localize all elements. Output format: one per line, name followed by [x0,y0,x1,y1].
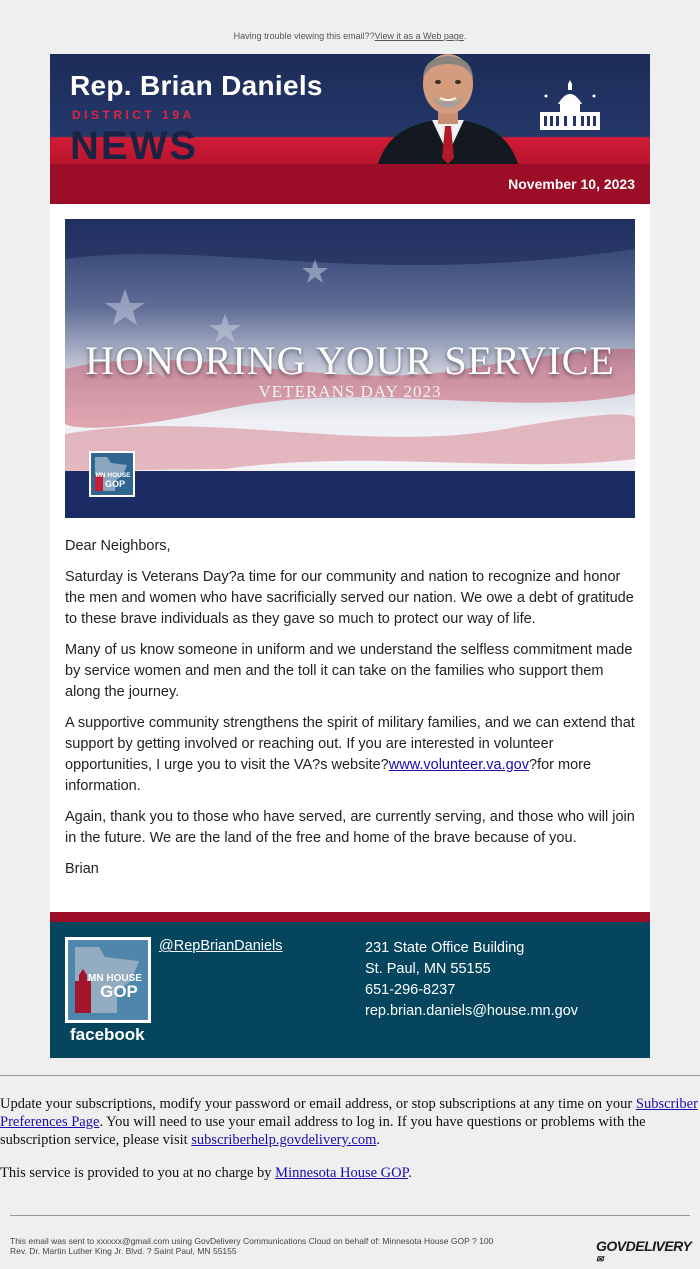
signoff: Brian [65,861,99,877]
news-wordmark: NEWS [70,124,198,164]
header-banner [50,54,650,164]
district-label: DISTRICT 19A [72,108,195,122]
hero-headline: HONORING YOUR SERVICE [85,338,615,383]
charge-text: This service is provided to you at no charge by [0,1165,276,1181]
subscription-text-3: . [376,1132,380,1148]
issue-date: November 10, 2023 [508,176,635,192]
paragraph-3 [65,713,635,797]
greeting: Dear Neighbors, [65,538,171,554]
hero-image [65,219,635,518]
footer-divider [50,912,650,922]
date-bar [50,164,650,204]
office-address [365,938,578,1022]
rep-name-title: Rep. Brian Daniels [70,70,323,101]
paragraph-1: Saturday is Veterans Day?a time for our community and nation to recognize and honor the men and women who have sacrificially served our nation. We owe a debt of gratitude to these brave individuals as they gave so much to protect our way of life. [65,569,634,627]
paragraph-3-before: A supportive community strengthens the spirit of military families, and we can extend that support by getting involved or reaching out. If you are interested in volunteer opportunities, I urge you to visit the VA?s website? [65,715,635,773]
envelope-icon: ✉ [596,1254,604,1264]
newsletter [50,54,650,1058]
subscriber-preferences-link[interactable]: Subscriber Preferences Page [0,1096,698,1130]
facebook-wordmark[interactable]: facebook [70,1025,145,1044]
hero-logo-text-1: MN HOUSE [95,472,131,479]
hero-subheadline: VETERANS DAY 2023 [258,382,442,401]
legal-line-2: Rev. Dr. Martin Luther King Jr. Blvd. ? Saint Paul, MN 55155 [10,1246,237,1256]
footer-gop-logo[interactable] [65,937,151,1023]
email-address: rep.brian.daniels@house.mn.gov [365,1003,579,1019]
view-online-note [0,31,700,41]
rep-portrait [368,54,528,164]
no-charge-text [0,1149,700,1182]
charge-end: . [408,1165,412,1181]
govdelivery-logo[interactable] [596,1238,691,1269]
paragraph-3-after: ?for more information. [65,757,592,794]
view-web-page-link[interactable]: View it as a Web page [374,31,464,41]
hero-logo-text-2: GOP [104,479,126,489]
capitol-icon [538,78,602,134]
subscriber-help-link[interactable]: subscriberhelp.govdelivery.com [191,1132,377,1148]
facebook-handle-link[interactable]: @RepBrianDaniels [159,938,283,954]
contact-footer [50,922,650,1058]
subscription-text-2: . You will need to use your email address to log in. If you have questions or problems with the subscription service, please visit [0,1114,646,1148]
paragraph-2: Many of us know someone in uniform and we understand the selfless commitment made by service women and men and the toll it can take on the families who support them along the journey. [65,642,633,700]
subscription-text [0,1076,700,1149]
letter-body [50,518,650,912]
govdelivery-wordmark: GOVDELIVERY [596,1238,692,1254]
view-online-suffix: . [463,31,467,41]
legal-text [10,1236,590,1256]
phone-number: 651-296-8237 [365,982,456,998]
address-line-2: St. Paul, MN 55155 [365,961,491,977]
paragraph-4: Again, thank you to those who have served, are currently serving, and those who will join in the future. We are the land of the free and home of the brave because of you. [65,809,635,846]
address-line-1: 231 State Office Building [365,940,525,956]
footer-logo-text-1: MN HOUSE [88,973,142,984]
minnesota-house-gop-link[interactable]: Minnesota House GOP [275,1165,409,1181]
volunteer-va-link[interactable]: www.volunteer.va.gov [388,757,529,773]
legal-line-1: This email was sent to xxxxxx@gmail.com using GovDelivery Communications Cloud on behalf of: Minnesota House GOP ? 100 [10,1236,494,1246]
subscription-text-1: Update your subscriptions, modify your password or email address, or stop subscriptions at any time on your [0,1096,636,1112]
footer-logo-text-2: GOP [100,982,138,1001]
subscription-info [0,1075,700,1182]
view-online-text: Having trouble viewing this email?? [233,31,375,41]
mn-house-gop-logo [89,451,135,497]
legal-footer [10,1215,692,1264]
